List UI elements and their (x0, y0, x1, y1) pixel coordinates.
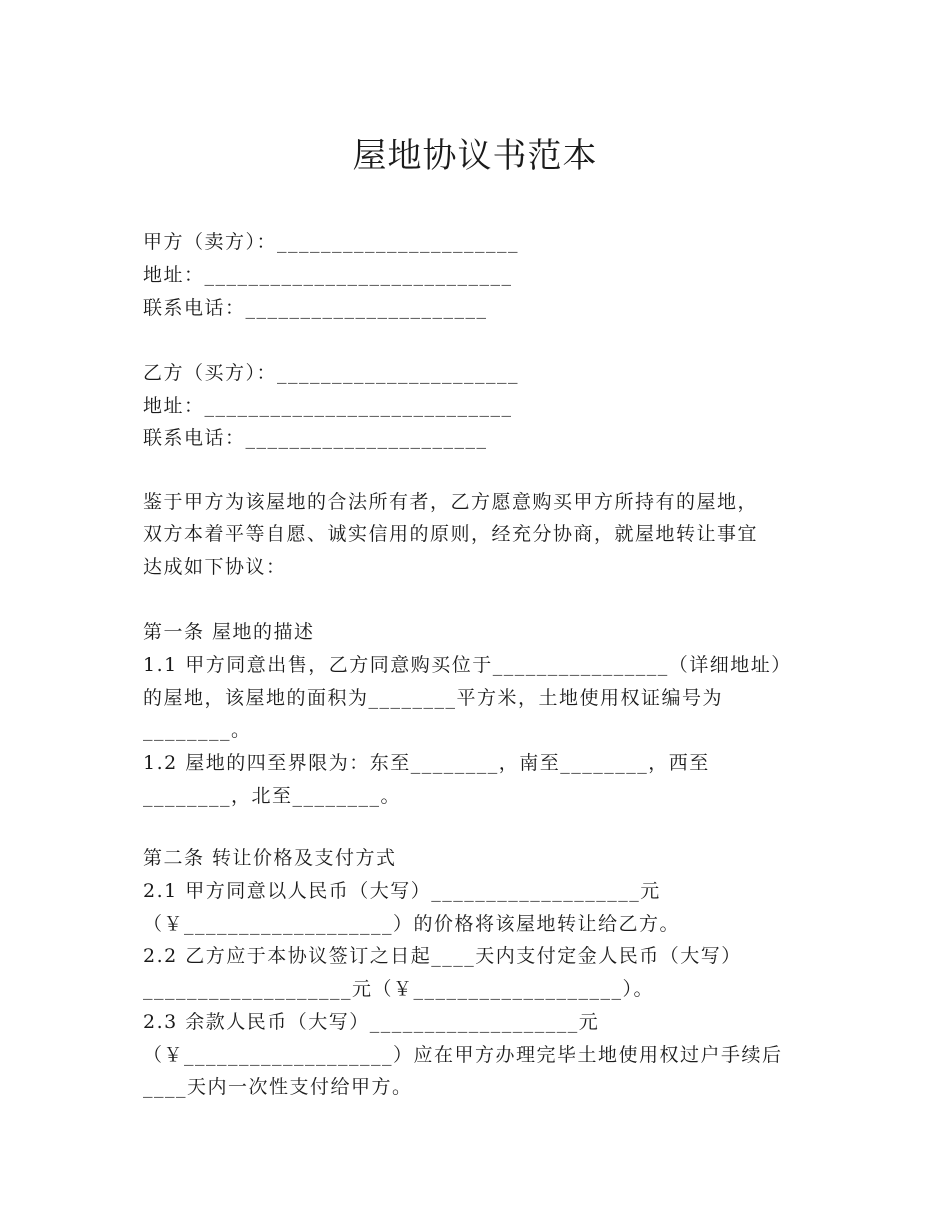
preamble-line-1: 鉴于甲方为该屋地的合法所有者，乙方愿意购买甲方所持有的屋地， (143, 491, 759, 513)
preamble-line-2: 双方本着平等自愿、诚实信用的原则，经充分协商，就屋地转让事宜 (143, 523, 759, 545)
clause-2-2-line-2: ___________________元（￥___________________）。 (143, 978, 655, 1000)
preamble-line-3: 达成如下协议： (143, 556, 287, 578)
clause-2-3-line-1: 2.3 余款人民币（大写）___________________元 (143, 1011, 600, 1033)
party-b-label: 乙方（买方）：______________________ (143, 362, 520, 384)
party-b-phone: 联系电话：______________________ (143, 427, 488, 449)
clause-1-1-line-2: 的屋地，该屋地的面积为________平方米，土地使用权证编号为 (143, 687, 724, 709)
party-a-phone: 联系电话：______________________ (143, 297, 488, 319)
clause-2-3-line-2: （￥___________________）应在甲方办理完毕土地使用权过户手续后 (143, 1044, 783, 1066)
article-1-heading: 第一条 屋地的描述 (143, 621, 315, 643)
party-a-label: 甲方（卖方）：______________________ (143, 231, 520, 253)
clause-1-2-line-1: 1.2 屋地的四至界限为：东至________，南至________，西至 (143, 752, 710, 774)
party-a-address: 地址：____________________________ (143, 264, 513, 286)
clause-2-1-line-2: （￥___________________）的价格将该屋地转让给乙方。 (143, 913, 681, 935)
clause-1-2-line-2: ________，北至________。 (143, 785, 402, 807)
clause-2-3-line-3: ____天内一次性支付给甲方。 (143, 1076, 413, 1098)
clause-1-1-line-1: 1.1 甲方同意出售，乙方同意购买位于________________（详细地址） (143, 654, 792, 676)
clause-2-2-line-1: 2.2 乙方应于本协议签订之日起____天内支付定金人民币（大写） (143, 945, 742, 967)
article-2-heading: 第二条 转让价格及支付方式 (143, 847, 397, 869)
party-b-address: 地址：____________________________ (143, 395, 513, 417)
clause-2-1-line-1: 2.1 甲方同意以人民币（大写）___________________元 (143, 880, 661, 902)
clause-1-1-line-3: ________。 (143, 719, 252, 741)
document-title: 屋地协议书范本 (352, 136, 598, 176)
